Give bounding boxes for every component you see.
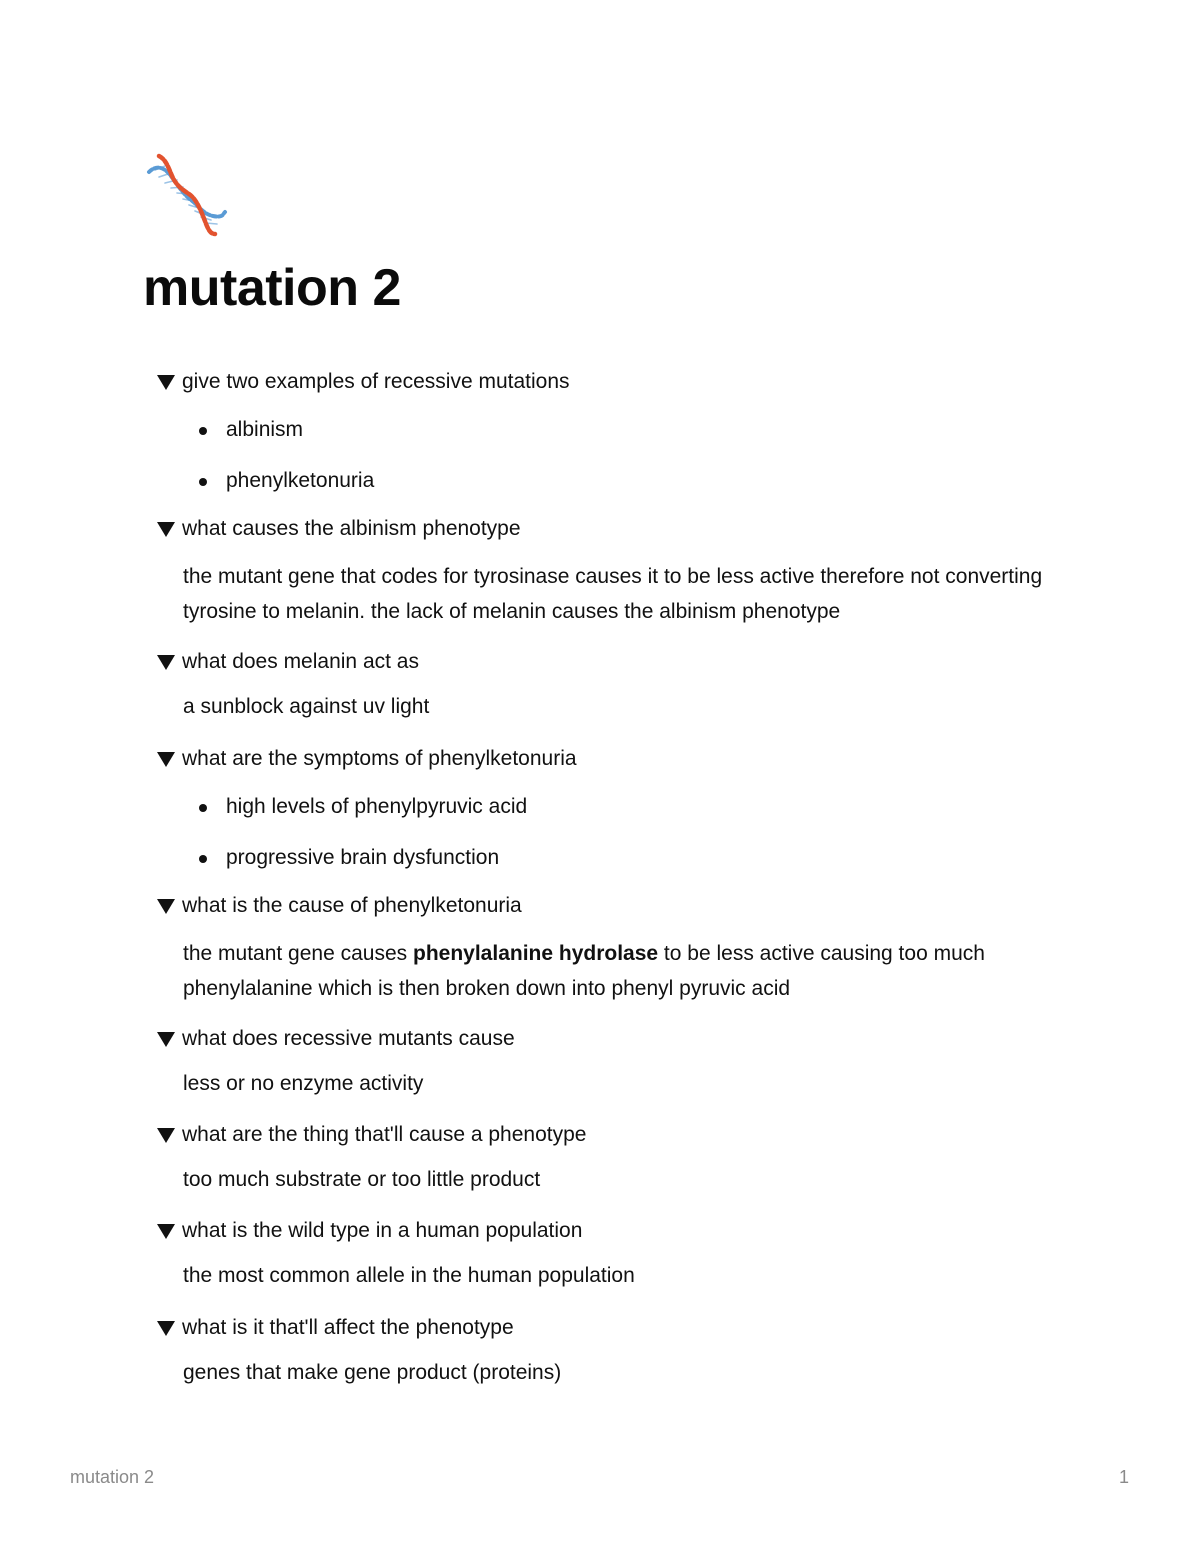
answer-text: to be less active causing too much phenylalanine which is then broken down into phenyl pyruvic acid [183, 942, 985, 1000]
bullet-list [199, 415, 1057, 496]
toggle-question: what are the symptoms of phenylketonuria [182, 747, 577, 770]
toggle-content [183, 415, 1057, 496]
toggle-question: what are the thing that'll cause a phenotype [182, 1123, 587, 1146]
caret-down-icon[interactable] [157, 375, 175, 390]
bullet-icon [199, 804, 207, 812]
toggle-question: what is the cause of phenylketonuria [182, 894, 522, 917]
footer-page-number: 1 [1118, 1467, 1129, 1487]
toggle-question: what is it that'll affect the phenotype [182, 1316, 514, 1339]
toggle-pku-symptoms [157, 744, 1057, 873]
toggle-answer: the mutant gene that codes for tyrosinase causes it to be less active therefore not converting tyrosine to melanin. the lack of melanin causes the albinism phenotype [183, 565, 1043, 623]
list-item-text: progressive brain dysfunction [226, 846, 500, 869]
toggle-content [183, 559, 1057, 629]
bullet-icon [199, 478, 207, 486]
toggle-content [183, 1355, 1057, 1390]
toggle-answer: too much substrate or too little product [183, 1168, 541, 1191]
toggle-answer: a sunblock against uv light [183, 695, 430, 718]
bullet-list [199, 792, 1057, 873]
caret-down-icon[interactable] [157, 899, 175, 914]
toggle-question: what does melanin act as [182, 650, 419, 673]
toggle-question: give two examples of recessive mutations [182, 370, 570, 393]
toggle-answer: less or no enzyme activity [183, 1072, 424, 1095]
caret-down-icon[interactable] [157, 655, 175, 670]
answer-bold-text: phenylalanine hydrolase [413, 942, 659, 965]
list-item [199, 466, 1057, 496]
toggle-question: what causes the albinism phenotype [182, 517, 521, 540]
toggle-header[interactable] [157, 744, 1057, 774]
toggle-header[interactable] [157, 1024, 1057, 1054]
toggle-answer: genes that make gene product (proteins) [183, 1361, 562, 1384]
caret-down-icon[interactable] [157, 1224, 175, 1239]
toggle-content [183, 792, 1057, 873]
toggle-header[interactable] [157, 1120, 1057, 1150]
toggle-pku-cause [157, 891, 1057, 1006]
answer-text: the mutant gene causes [183, 942, 413, 965]
toggle-content [183, 1258, 1057, 1293]
footer-doc-name: mutation 2 [70, 1467, 155, 1487]
list-item-text: high levels of phenylpyruvic acid [226, 795, 528, 818]
toggle-header[interactable] [157, 367, 1057, 397]
toggle-albinism-cause [157, 514, 1057, 629]
toggle-question: what does recessive mutants cause [182, 1027, 515, 1050]
bullet-icon [199, 855, 207, 863]
caret-down-icon[interactable] [157, 1032, 175, 1047]
list-item [199, 843, 1057, 873]
toggle-header[interactable] [157, 514, 1057, 544]
toggle-recessive-examples [157, 367, 1057, 496]
bullet-icon [199, 427, 207, 435]
toggle-content [183, 1162, 1057, 1197]
toggle-answer [183, 936, 1057, 1006]
toggle-header[interactable] [157, 1216, 1057, 1246]
toggle-header[interactable] [157, 1313, 1057, 1343]
list-item [199, 792, 1057, 822]
list-item-text: albinism [226, 418, 304, 441]
toggle-question: what is the wild type in a human population [182, 1219, 583, 1242]
toggle-header[interactable] [157, 647, 1057, 677]
caret-down-icon[interactable] [157, 1128, 175, 1143]
toggle-phenotype-causes [157, 1120, 1057, 1197]
caret-down-icon[interactable] [157, 522, 175, 537]
toggle-recessive-effect [157, 1024, 1057, 1101]
caret-down-icon[interactable] [157, 752, 175, 767]
toggle-content [183, 1066, 1057, 1101]
toggle-melanin-role [157, 647, 1057, 724]
toggle-phenotype-affect [157, 1313, 1057, 1390]
toggle-content [183, 936, 1057, 1006]
toggle-content [183, 689, 1057, 724]
list-item [199, 415, 1057, 445]
list-item-text: phenylketonuria [226, 469, 375, 492]
toggle-header[interactable] [157, 891, 1057, 921]
caret-down-icon[interactable] [157, 1321, 175, 1336]
dna-icon [143, 150, 229, 238]
toggle-wild-type [157, 1216, 1057, 1293]
page-title: mutation 2 [143, 259, 401, 317]
toggle-answer: the most common allele in the human population [183, 1264, 635, 1287]
